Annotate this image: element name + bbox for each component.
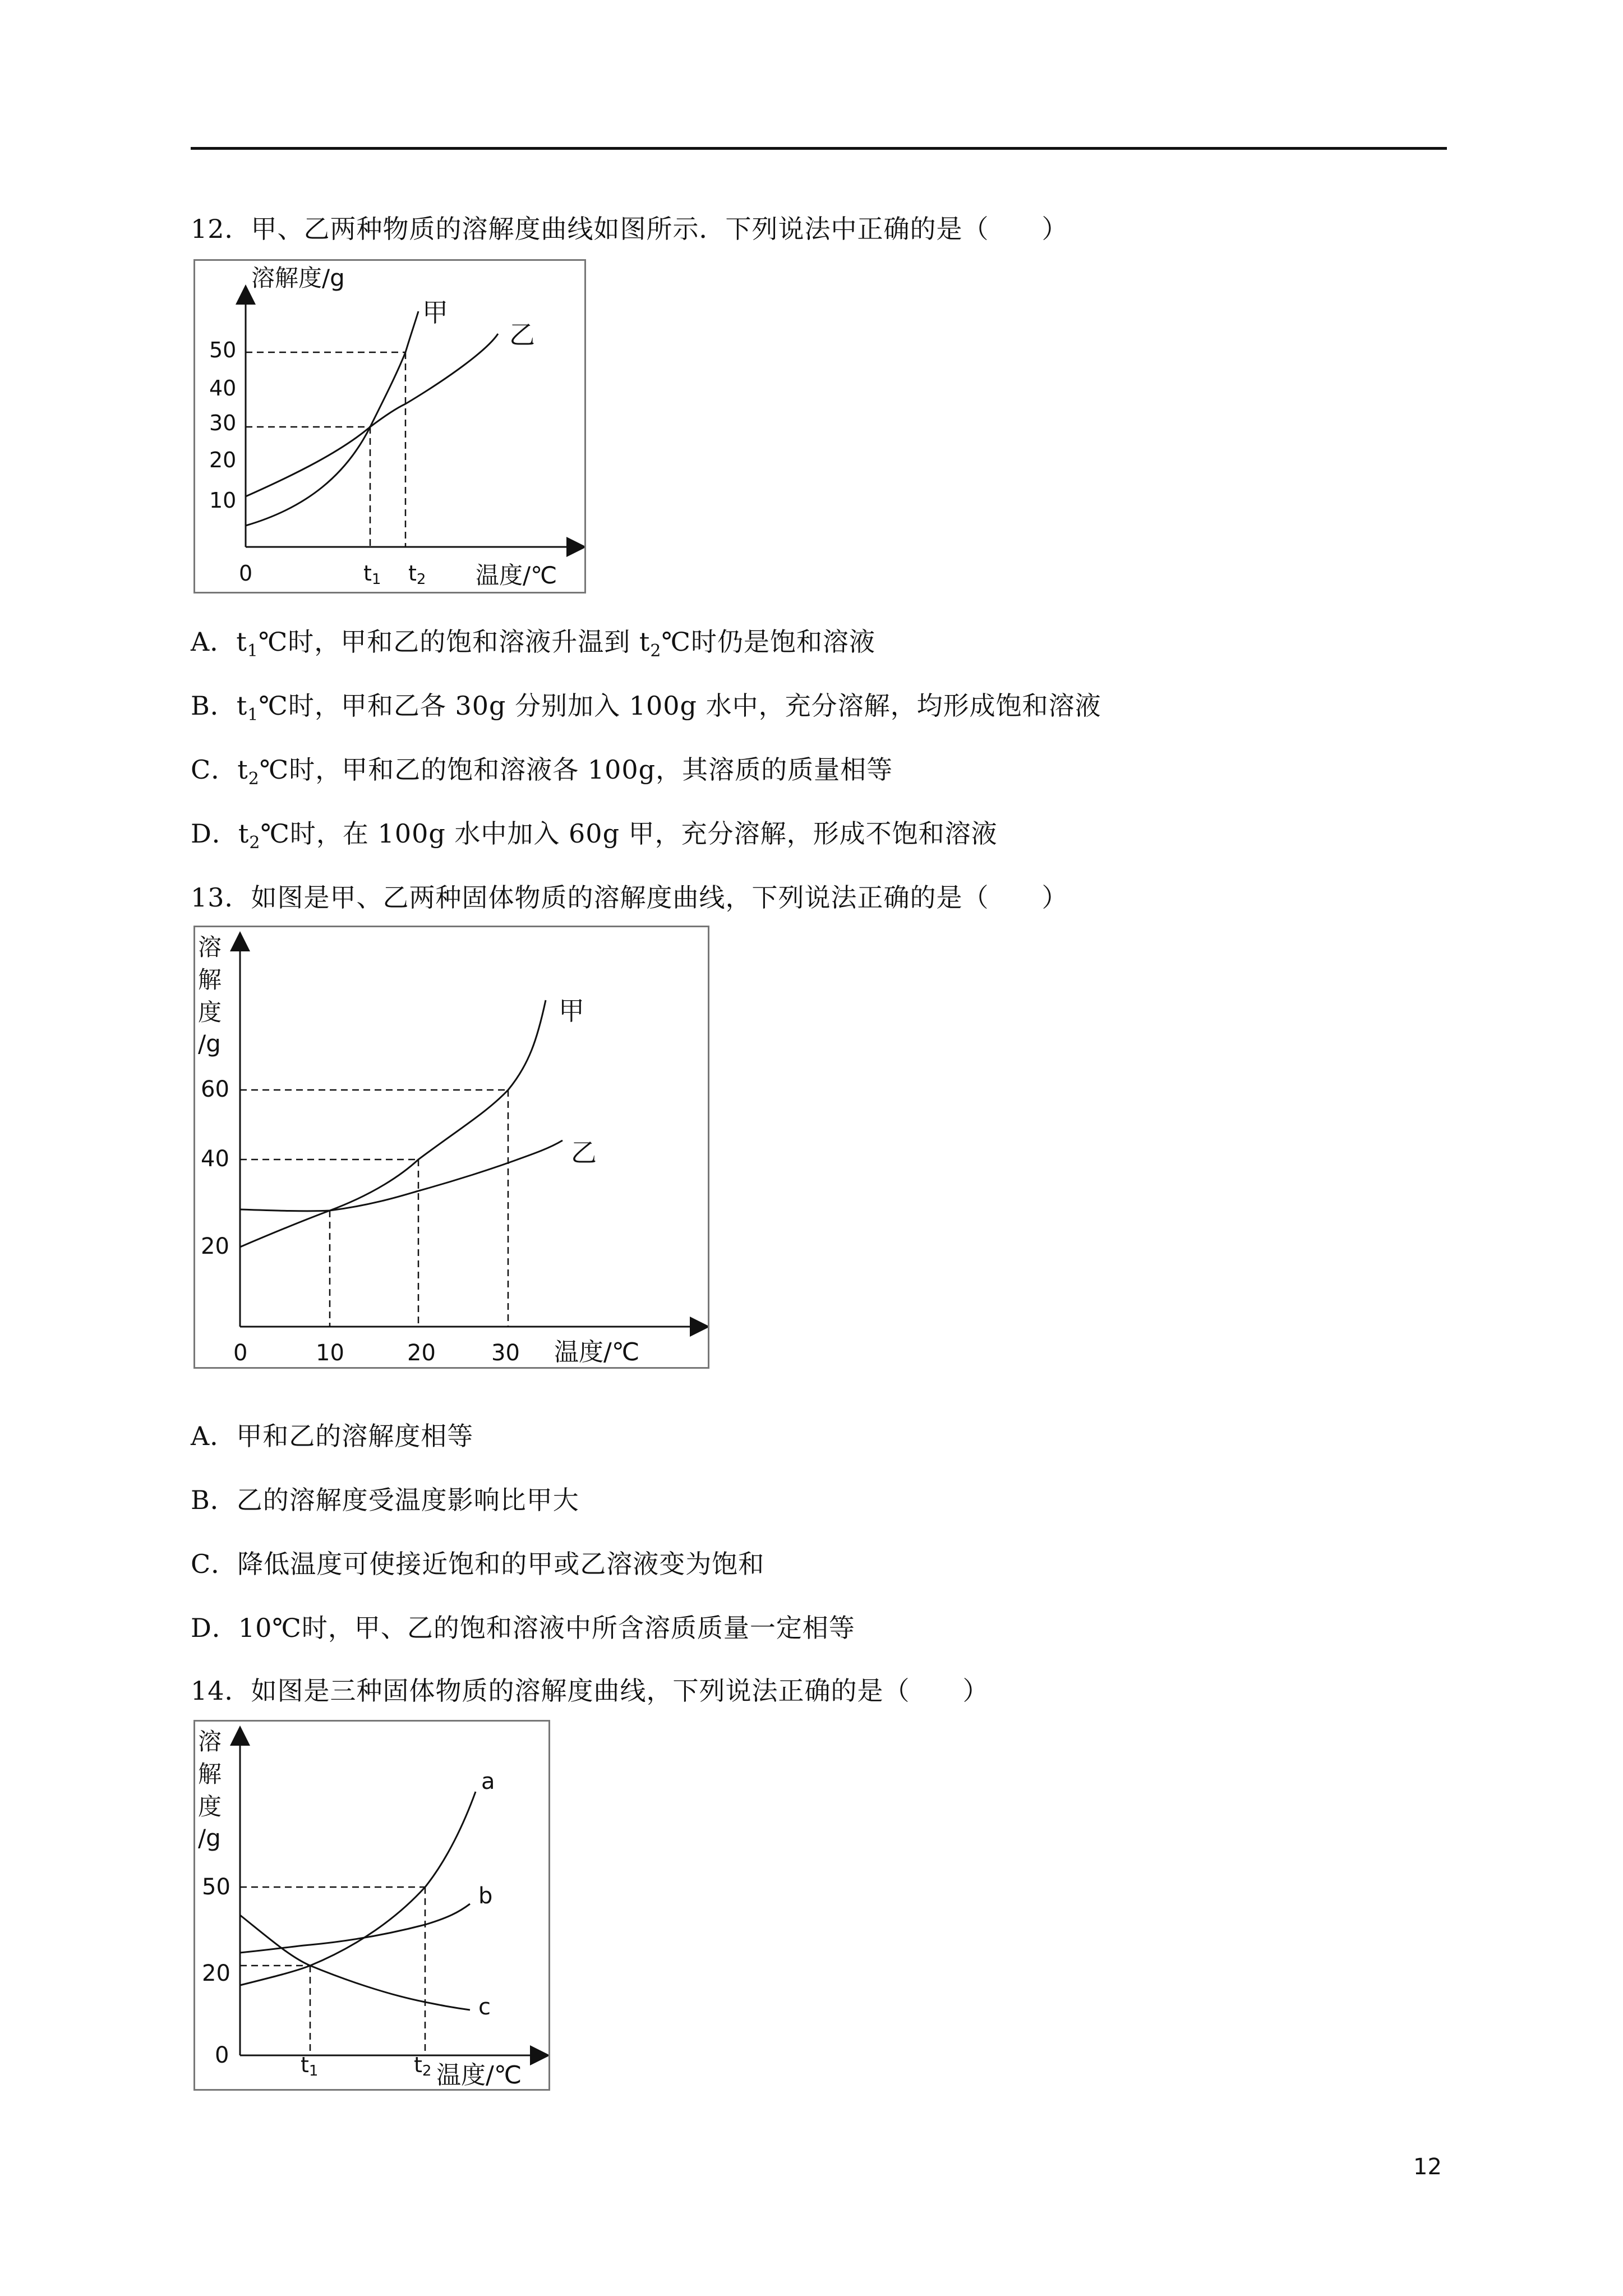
q14-xtick-0: 0 <box>215 2042 229 2068</box>
q13-ylabel-3: 度 <box>198 999 222 1026</box>
q13-ytick-40: 40 <box>201 1146 229 1172</box>
q13-ylabel-1: 溶 <box>198 933 222 961</box>
q13-xlabel: 温度/℃ <box>554 1338 640 1366</box>
q12-ytick-40: 40 <box>209 376 237 401</box>
q12-option-a: A．$t_1℃$时，甲和乙的饱和溶液升温到 $t_2℃$时仍是饱和溶液 <box>191 627 875 661</box>
q12-chart <box>193 259 586 593</box>
q12-option-c: C．$t_2℃$时，甲和乙的饱和溶液各 100g，其溶质的质量相等 <box>191 754 893 789</box>
q13-xtick-30: 30 <box>491 1340 520 1366</box>
q14-label-c: c <box>478 1994 491 2020</box>
q14-ylabel-1: 溶 <box>198 1728 222 1755</box>
q12-ytick-10: 10 <box>209 488 237 513</box>
q12-series-yi <box>246 334 498 496</box>
q13-series-yi <box>240 1140 562 1211</box>
q12-option-d: D．$t_2℃$时，在 100g 水中加入 60g 甲，充分溶解，形成不饱和溶液 <box>191 818 998 853</box>
q13-stem: 13．如图是甲、乙两种固体物质的溶解度曲线，下列说法正确的是（ ） <box>191 882 1068 913</box>
q13-option-b: B．乙的溶解度受温度影响比甲大 <box>191 1485 579 1515</box>
q13-chart-svg <box>195 927 708 1367</box>
q12-stem: 12．甲、乙两种物质的溶解度曲线如图所示．下列说法中正确的是（ ） <box>191 214 1068 244</box>
q14-series-a <box>240 1792 476 1985</box>
q14-ylabel-3: 度 <box>198 1793 222 1820</box>
q13-xtick-0: 0 <box>233 1340 248 1366</box>
q13-label-yi: 乙 <box>571 1138 597 1168</box>
q13-option-c: C．降低温度可使接近饱和的甲或乙溶液变为饱和 <box>191 1549 765 1579</box>
q12-option-b: B．$t_1℃$时，甲和乙各 30g 分别加入 100g 水中，充分溶解，均形成饱和溶液 <box>191 691 1101 725</box>
q12-ytick-30: 30 <box>209 411 237 435</box>
q13-chart <box>193 926 709 1369</box>
q12-ylabel: 溶解度/g <box>251 264 345 292</box>
page-number: 12 <box>1413 2154 1442 2180</box>
q13-ylabel-2: 解 <box>198 966 222 993</box>
q14-label-b: b <box>478 1883 493 1909</box>
q13-label-jia: 甲 <box>559 996 584 1026</box>
q12-chart-svg <box>195 261 584 592</box>
q12-xtick-t1: t1 <box>363 561 381 588</box>
q12-label-yi: 乙 <box>509 320 535 350</box>
q12-ytick-50: 50 <box>209 338 237 362</box>
q13-xtick-20: 20 <box>407 1340 436 1366</box>
q14-label-a: a <box>481 1769 495 1795</box>
q13-option-a: A．甲和乙的溶解度相等 <box>191 1421 474 1451</box>
q13-ylabel-4: /g <box>198 1030 221 1057</box>
q12-xtick-t2: t2 <box>408 561 426 588</box>
q14-xtick-t1: t1 <box>301 2053 319 2079</box>
q14-ytick-50: 50 <box>202 1874 230 1900</box>
q12-series-jia <box>246 311 418 526</box>
q13-ytick-20: 20 <box>201 1234 229 1259</box>
q13-xtick-10: 10 <box>316 1340 344 1366</box>
q14-series-b <box>240 1904 470 1953</box>
q12-label-jia: 甲 <box>422 297 448 328</box>
q12-ytick-20: 20 <box>209 448 237 472</box>
q14-xlabel: 温度/℃ <box>436 2061 522 2089</box>
q14-ylabel-2: 解 <box>198 1760 222 1788</box>
q12-xlabel: 温度/℃ <box>476 562 557 589</box>
q13-option-d: D．10℃时，甲、乙的饱和溶液中所含溶质质量一定相等 <box>191 1613 855 1643</box>
q14-xtick-t2: t2 <box>414 2053 432 2079</box>
q13-ytick-60: 60 <box>201 1076 229 1102</box>
q14-chart <box>193 1720 550 2091</box>
q14-stem: 14．如图是三种固体物质的溶解度曲线，下列说法正确的是（ ） <box>191 1676 989 1706</box>
q12-xtick-0: 0 <box>239 561 253 586</box>
q14-chart-svg <box>195 1722 548 2089</box>
header-rule <box>191 147 1447 150</box>
q14-ylabel-4: /g <box>198 1824 221 1852</box>
q14-series-c <box>240 1915 470 2010</box>
q14-ytick-20: 20 <box>202 1961 230 1986</box>
